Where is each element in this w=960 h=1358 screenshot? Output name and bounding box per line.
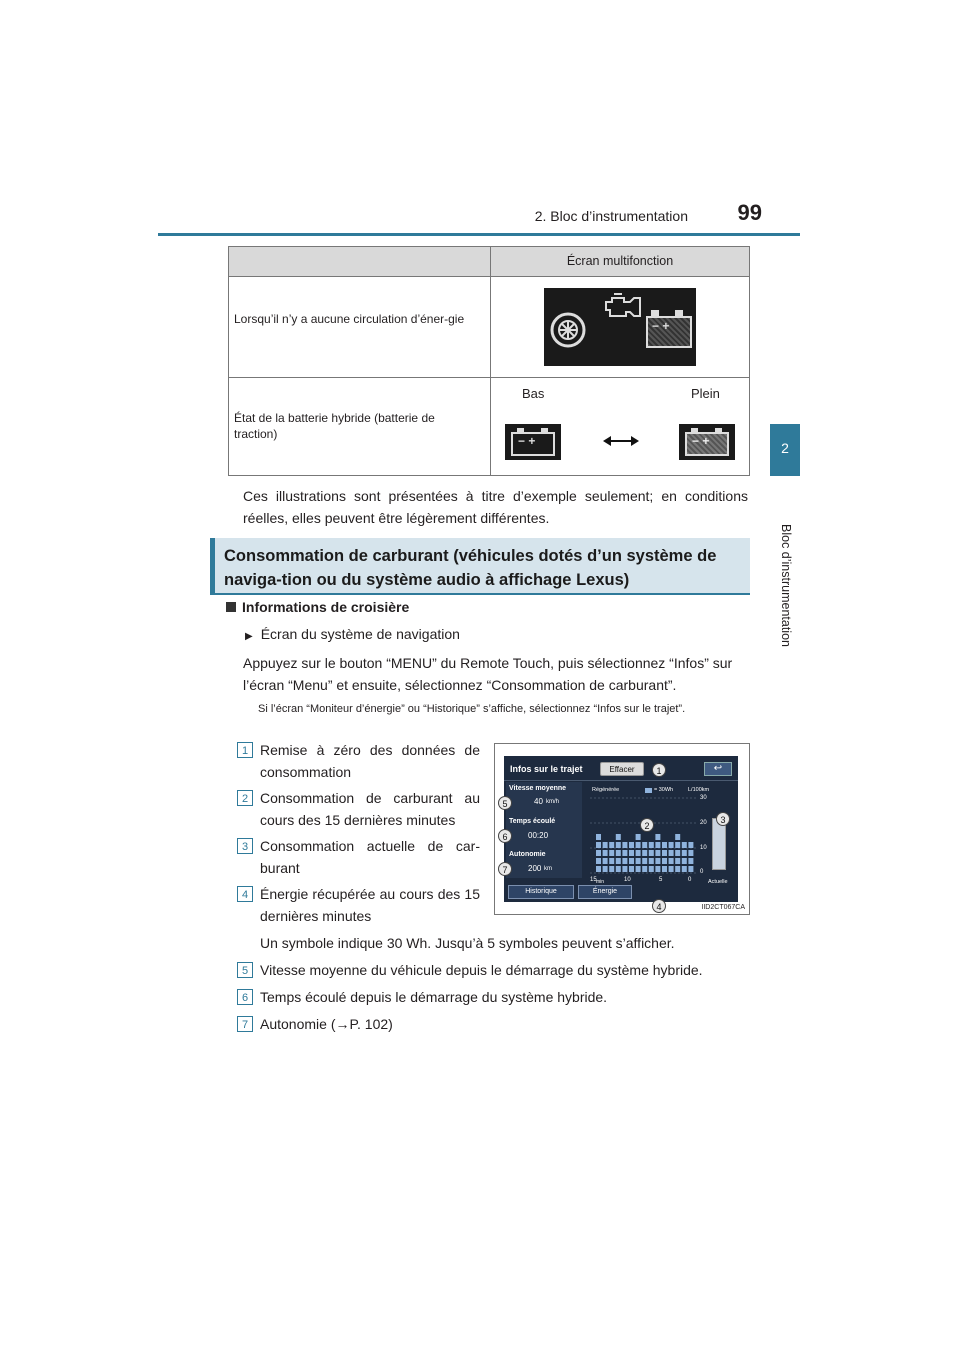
regen-symbol xyxy=(616,842,621,848)
regen-symbol xyxy=(662,850,667,856)
header-rule xyxy=(158,233,800,236)
item-text-5: Vitesse moyenne du véhicule depuis le démarrage du système hybride. xyxy=(260,962,703,978)
range-label: Autonomie xyxy=(509,851,546,858)
regen-symbol xyxy=(622,858,627,864)
regen-symbol xyxy=(629,842,634,848)
avg-speed-label: Vitesse moyenne xyxy=(509,785,567,792)
battery-full-label: Plein xyxy=(691,386,720,401)
regen-symbol xyxy=(603,866,608,872)
item-number-3: 3 xyxy=(237,838,253,854)
item-number-6: 6 xyxy=(237,989,253,1005)
item-text-2: Consommation de carburant au cours des 15 dernières minutes xyxy=(260,790,480,828)
unit-label: L/100km xyxy=(688,787,710,793)
regen-symbol xyxy=(629,858,634,864)
regen-symbol xyxy=(642,858,647,864)
regen-symbol xyxy=(669,842,674,848)
regen-symbol xyxy=(675,842,680,848)
regen-symbol xyxy=(669,858,674,864)
y-tick-10: 10 xyxy=(700,845,707,851)
item-number-7: 7 xyxy=(237,1016,253,1032)
y-tick-0: 0 xyxy=(700,869,704,875)
battery-full-icon: − + xyxy=(679,424,735,460)
screen-title: Infos sur le trajet xyxy=(510,764,583,774)
x-tick-10: 10 xyxy=(624,877,631,883)
item-text-3: Consommation actuelle de car-burant xyxy=(260,838,480,876)
regen-legend: = 30Wh xyxy=(654,787,674,793)
regen-symbol xyxy=(609,842,614,848)
regen-symbol xyxy=(609,866,614,872)
double-arrow-icon xyxy=(603,433,639,449)
regen-symbol xyxy=(688,866,693,872)
item-number-1: 1 xyxy=(237,742,253,758)
row-no-energy-flow-label: Lorsqu’il n’y a aucune circulation d’éner-gie xyxy=(234,312,465,326)
subheading: Informations de croisière xyxy=(226,599,409,615)
regen-symbol xyxy=(655,858,660,864)
figure-code: IID2CT067CA xyxy=(701,904,745,911)
x-tick-5: 5 xyxy=(659,877,663,883)
regen-symbol xyxy=(649,842,654,848)
x-unit: min xyxy=(596,879,605,885)
regen-symbol xyxy=(655,850,660,856)
back-icon[interactable]: ↩ xyxy=(704,762,732,776)
regen-symbol xyxy=(616,858,621,864)
wheel-icon xyxy=(548,310,588,350)
side-tab-label: Bloc d’instrumentation xyxy=(779,524,793,647)
elapsed-label: Temps écoulé xyxy=(509,818,556,825)
energy-button[interactable]: Énergie xyxy=(578,885,632,899)
regen-symbol xyxy=(688,842,693,848)
regen-symbol xyxy=(649,850,654,856)
regen-symbol xyxy=(609,850,614,856)
regen-symbol xyxy=(682,858,687,864)
regen-symbol xyxy=(603,842,608,848)
regen-symbol xyxy=(662,858,667,864)
regen-symbol xyxy=(655,866,660,872)
regen-symbol xyxy=(675,850,680,856)
y-tick-20: 20 xyxy=(700,820,707,826)
regen-symbol xyxy=(603,858,608,864)
section-title: Consommation de carburant (véhicules dotés d’un système de naviga-tion ou du système audio à affichage Lexus) xyxy=(224,547,717,589)
regen-symbol xyxy=(616,866,621,872)
regen-symbol xyxy=(636,866,641,872)
regen-symbol xyxy=(636,850,641,856)
regen-symbol xyxy=(596,866,601,872)
regen-symbol xyxy=(636,842,641,848)
regen-symbol xyxy=(642,866,647,872)
regen-symbol xyxy=(675,834,680,840)
item-number-4: 4 xyxy=(237,886,253,902)
regen-symbol xyxy=(662,842,667,848)
engine-icon xyxy=(602,292,646,322)
regen-symbol xyxy=(596,858,601,864)
table-header-screen: Écran multifonction xyxy=(566,254,674,268)
energy-table xyxy=(228,246,750,476)
callout-2: 2 xyxy=(640,818,654,832)
regen-symbol xyxy=(688,850,693,856)
regen-symbol xyxy=(642,850,647,856)
callout-6: 6 xyxy=(498,829,512,843)
item-number-2: 2 xyxy=(237,790,253,806)
battery-icon: − + xyxy=(642,310,692,350)
side-tab-number: 2 xyxy=(781,440,789,456)
regen-symbol xyxy=(629,866,634,872)
no-energy-flow-display xyxy=(544,288,696,366)
regen-symbol xyxy=(662,866,667,872)
regen-label: Régénérée xyxy=(592,787,620,793)
range-value: 200 xyxy=(528,864,542,873)
regen-symbol xyxy=(636,858,641,864)
item-text-4-extra: Un symbole indique 30 Wh. Jusqu’à 5 symboles peuvent s’afficher. xyxy=(260,935,675,951)
regen-symbol xyxy=(682,842,687,848)
regen-symbol xyxy=(675,858,680,864)
regen-symbol xyxy=(649,866,654,872)
regen-symbol xyxy=(622,842,627,848)
item-number-5: 5 xyxy=(237,962,253,978)
instructions-text: Appuyez sur le bouton “MENU” du Remote Touch, puis sélectionnez “Infos” sur l’écran “Menu” et ensuite, sélectionnez “Consommation de carburant”. xyxy=(243,655,733,693)
regen-symbol xyxy=(636,834,641,840)
regen-symbol xyxy=(669,866,674,872)
item-text-1: Remise à zéro des données de consommation xyxy=(260,742,480,780)
regen-symbol xyxy=(629,850,634,856)
x-tick-15: 15 xyxy=(590,877,597,883)
regen-symbol xyxy=(596,850,601,856)
regen-symbol xyxy=(616,834,621,840)
consumption-chart xyxy=(590,796,700,876)
regen-symbol xyxy=(655,842,660,848)
regen-symbol xyxy=(688,858,693,864)
callout-5: 5 xyxy=(498,796,512,810)
callout-3: 3 xyxy=(716,812,730,826)
regen-symbol xyxy=(675,866,680,872)
square-bullet-icon xyxy=(226,602,236,612)
item-text-4: Énergie récupérée au cours des 15 dernières minutes xyxy=(260,886,480,924)
regen-symbol xyxy=(596,834,601,840)
bullet-item: ▶ Écran du système de navigation xyxy=(245,626,460,642)
illustration-note: Ces illustrations sont présentées à titre d’exemple seulement; en conditions réelles, elles peuvent être légèrement différentes. xyxy=(243,488,748,526)
callout-4: 4 xyxy=(652,899,666,913)
clear-button[interactable]: Effacer xyxy=(600,762,644,776)
history-button[interactable]: Historique xyxy=(508,885,574,899)
row-battery-state-label: État de la batterie hybride (batterie de traction) xyxy=(234,411,435,441)
regen-symbol xyxy=(682,866,687,872)
regen-symbol xyxy=(642,842,647,848)
elapsed-value: 00:20 xyxy=(528,831,549,840)
avg-speed-value: 40 xyxy=(534,797,543,806)
y-tick-30: 30 xyxy=(700,795,707,801)
regen-symbol xyxy=(596,842,601,848)
regen-symbol xyxy=(655,834,660,840)
regen-symbol xyxy=(622,850,627,856)
regen-symbol xyxy=(682,850,687,856)
small-note: Si l’écran “Moniteur d’énergie” ou “Historique” s’affiche, sélectionnez “Infos sur le trajet”. xyxy=(258,703,686,715)
chapter-title: 2. Bloc d’instrumentation xyxy=(534,208,688,224)
triangle-bullet-icon: ▶ xyxy=(245,631,253,642)
item-text-6: Temps écoulé depuis le démarrage du système hybride. xyxy=(260,989,608,1005)
avg-speed-unit: km/h xyxy=(546,799,560,805)
range-unit: km xyxy=(544,866,552,872)
regen-symbol xyxy=(616,850,621,856)
callout-7: 7 xyxy=(498,862,512,876)
regen-symbol xyxy=(649,858,654,864)
battery-low-label: Bas xyxy=(522,386,545,401)
trip-info-screen-figure xyxy=(494,743,750,915)
current-label: Actuelle xyxy=(708,879,728,885)
regen-symbol xyxy=(669,850,674,856)
battery-low-icon: − + xyxy=(505,424,561,460)
regen-symbol xyxy=(609,858,614,864)
item-text-7: Autonomie (→P. 102) xyxy=(260,1016,393,1032)
callout-1: 1 xyxy=(652,763,666,777)
regen-symbol xyxy=(603,850,608,856)
page-number: 99 xyxy=(737,200,762,225)
regen-symbol xyxy=(622,866,627,872)
x-tick-0: 0 xyxy=(688,877,692,883)
